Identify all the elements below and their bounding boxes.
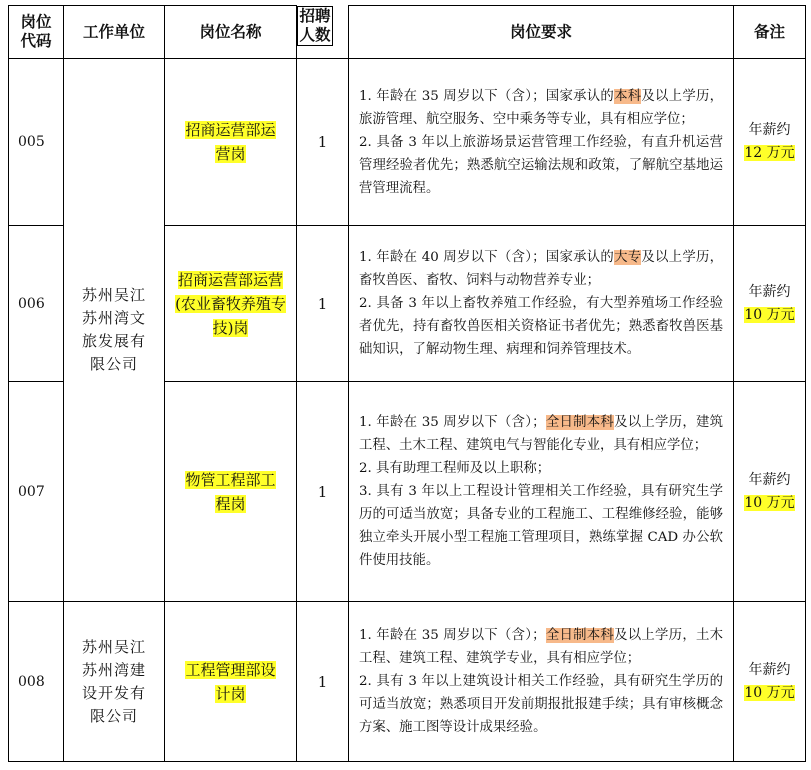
row-count: 1 [297,226,349,382]
header-count: 招聘人数 [297,6,333,46]
salary-highlight: 12 万元 [744,145,795,161]
recruitment-table [8,5,806,762]
salary-highlight: 10 万元 [744,684,795,701]
row-requirements: 1. 年龄在 35 周岁以下（含）；全日制本科及以上学历，土木工程、建筑工程、建筑学专业，具有相应学位； 2. 具有 3 年以上建筑设计相关工作经验，具有研究生学历的可适当放宽；熟悉项目开发前期报批报建手续；具有审核概念方案、施工图等设计成果经验。 [349,602,734,762]
row-note: 年薪约 10 万元 [734,226,806,382]
row-requirements: 1. 年龄在 35 周岁以下（含）；全日制本科及以上学历，建筑工程、土木工程、建筑电气与智能化专业，具有相应学位； 2. 具有助理工程师及以上职称； 3. 具有 3 年以上工程设计管理相关工作经验，具有研究生学历的可适当放宽；具备专业的工程施工、工程维修经验，能够独立牵头开展小型工程施工管理项目，熟练掌握 CAD 办公软件使用技能。 [349,382,734,602]
row-count: 1 [297,382,349,602]
row-note: 年薪约 12 万元 [734,59,806,226]
row-position-name: 工程管理部设计岗 [165,602,297,762]
table-row [9,59,806,226]
header-name: 岗位名称 [165,6,297,59]
header-note: 备注 [734,6,806,59]
row-note: 年薪约 10 万元 [734,382,806,602]
header-unit: 工作单位 [64,6,165,59]
header-row [9,6,806,59]
row-code: 008 [9,602,64,762]
row-code: 006 [9,226,64,382]
salary-highlight: 10 万元 [744,306,795,323]
row-note: 年薪约 10 万元 [734,602,806,762]
header-code: 岗位代码 [9,6,64,59]
row-position-name: 物管工程部工程岗 [165,382,297,602]
row-count: 1 [297,602,349,762]
row-requirements: 1. 年龄在 35 周岁以下（含）；国家承认的本科及以上学历，旅游管理、航空服务、空中乘务等专业，具有相应学位； 2. 具备 3 年以上旅游场景运营管理工作经验，有直升机运营管理经验者优先；熟悉航空运输法规和政策，了解航空基地运营管理流程。 [349,59,734,226]
row-count: 1 [297,59,349,226]
row-unit: 苏州吴江苏州湾文旅发展有限公司 [64,59,165,602]
row-position-name: 招商运营部运营(农业畜牧养殖专技)岗 [165,226,297,382]
row-requirements: 1. 年龄在 40 周岁以下（含）；国家承认的大专及以上学历，畜牧兽医、畜牧、饲料与动物营养专业； 2. 具备 3 年以上畜牧养殖工作经验，有大型养殖场工作经验者优先，持有畜牧兽医相关资格证书者优先；熟悉畜牧兽医基础知识，了解动物生理、病理和饲养管理技术。 [349,226,734,382]
salary-highlight: 10 万元 [744,494,795,511]
table-row [9,602,806,762]
row-position-name: 招商运营部运营岗 [165,59,297,226]
row-code: 007 [9,382,64,602]
row-unit: 苏州吴江苏州湾建设开发有限公司 [64,602,165,762]
header-requirements: 岗位要求 [349,6,734,59]
row-code: 005 [9,59,64,226]
